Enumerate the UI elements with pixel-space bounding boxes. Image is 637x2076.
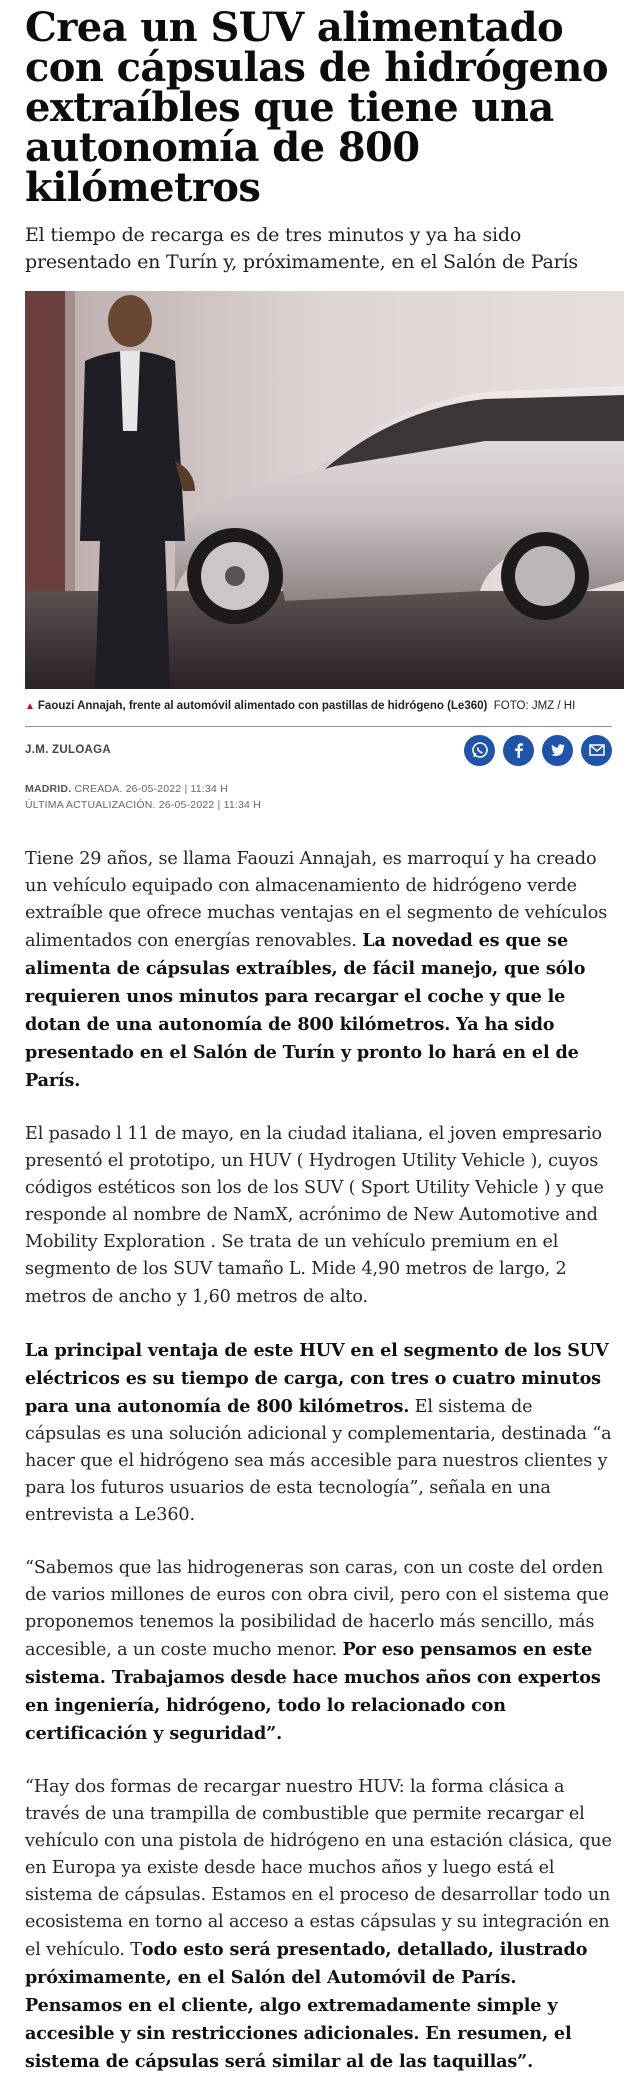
email-icon [588, 741, 606, 759]
paragraph-text: El pasado l 11 de mayo, en la ciudad italiana, el joven empresario presentó el prototipo, un HUV ( Hydrogen Utility Vehicle ), cuyos códigos estéticos son los de los SUV ( Sport Utility Vehicle ) y que responde al nombre de NamX, acrónimo de New Automotive and Mobility Exploration . Se trata de un vehículo premium en el segmento de los SUV tamaño L. Mide 4,90 metros de largo, 2 metros de ancho y 1,60 metros de alto. [25, 1124, 604, 1307]
created-date: CREADA. 26-05-2022 | 11:34 H [74, 783, 228, 795]
divider [25, 726, 612, 727]
paragraph [25, 1774, 612, 2076]
paragraph-bold-text: odo esto será presentado, detallado, ilustrado próximamente, en el Salón del Automóvil de París. Pensamos en el cliente, algo extremadamente simple y accesible y sin restricciones adicionales. En resumen, el sistema de cápsulas será similar al de las taquillas”. [25, 1939, 588, 2072]
paragraph-text: “Sabemos que las hidrogeneras son caras, con un coste del orden de varios millones de euros con obra civil, pero con el sistema que proponemos tenemos la posibilidad de hacerlo más sencillo, más accesible, a un coste mucho menor. [25, 1558, 609, 1660]
paragraph-text: El sistema de cápsulas es una solución adicional y complementaria, destinada “a hacer que el hidrógeno sea más accesible para nuestros clientes y para los futuros usuarios de esta tecnología”, señala en una entrevista a Le360. [25, 1397, 612, 1525]
paragraph [25, 846, 612, 1095]
article-meta [25, 781, 612, 813]
photo-credit: FOTO: JMZ / HI [493, 700, 576, 712]
whatsapp-icon [471, 741, 489, 759]
paragraph-bold-text: Por eso pensamos en este sistema. Trabajamos desde hace muchos años con expertos en ingeniería, hidrógeno, todo lo relacionado con certificación y seguridad”. [25, 1639, 601, 1744]
share-buttons [464, 735, 612, 766]
article-city: MADRID. [25, 783, 72, 795]
author-name[interactable]: J.M. ZULOAGA [25, 744, 112, 756]
paragraph-text: Tiene 29 años, se llama Faouzi Annajah, es marroquí y ha creado un vehículo equipado con almacenamiento de hidrógeno verde extraíble que ofrece muchas ventajas en el segmento de vehículos alimentados con energías renovables. [25, 849, 608, 951]
facebook-icon [510, 741, 528, 759]
updated-date: ÚLTIMA ACTUALIZACIÓN. 26-05-2022 | 11:34 H [25, 799, 261, 811]
paragraph-text: “Hay dos formas de recargar nuestro HUV: la forma clásica a través de una trampilla de combustible que permite recargar el vehículo con una pistola de hidrógeno en una estación clásica, que en Europa ya existe desde hace muchos años y luego está el sistema de cápsulas. Estamos en el proceso de desarrollar todo un ecosistema en torno al acceso a estas cápsulas y su integración en el vehículo. T [25, 1777, 612, 1960]
caption-text: Faouzi Annajah, frente al automóvil alimentado con pastillas de hidrógeno (Le360) [37, 700, 488, 712]
paragraph-bold-text: La novedad es que se alimenta de cápsulas extraíbles, de fácil manejo, que sólo requieren unos minutos para recargar el coche y que le dotan de una autonomía de 800 kilómetros. Ya ha sido presentado en el Salón de Turín y pronto lo hará en el de París. [25, 930, 586, 1091]
paragraph [25, 1337, 612, 1529]
paragraph-bold-text: La principal ventaja de este HUV en el segmento de los SUV eléctricos es su tiempo de carga, con tres o cuatro minutos para una autonomía de 800 kilómetros. [25, 1340, 609, 1417]
twitter-icon [549, 741, 567, 759]
subtitle: El tiempo de recarga es de tres minutos y ya ha sido presentado en Turín y, próximamente, en el Salón de París [25, 224, 578, 273]
paragraph [25, 1121, 612, 1311]
article-photo [25, 291, 624, 689]
email-share-button[interactable] [581, 735, 612, 766]
whatsapp-share-button[interactable] [464, 735, 495, 766]
facebook-share-button[interactable] [503, 735, 534, 766]
photo-caption [25, 697, 612, 716]
headline: Crea un SUV alimentado con cápsulas de hidrógeno extraíbles que tiene una autonomía de 800 kilómetros [25, 4, 608, 211]
paragraph [25, 1555, 612, 1748]
twitter-share-button[interactable] [542, 735, 573, 766]
caret-up-icon: ▲ [25, 701, 35, 712]
article-body [25, 846, 612, 2076]
byline-row [25, 733, 612, 767]
